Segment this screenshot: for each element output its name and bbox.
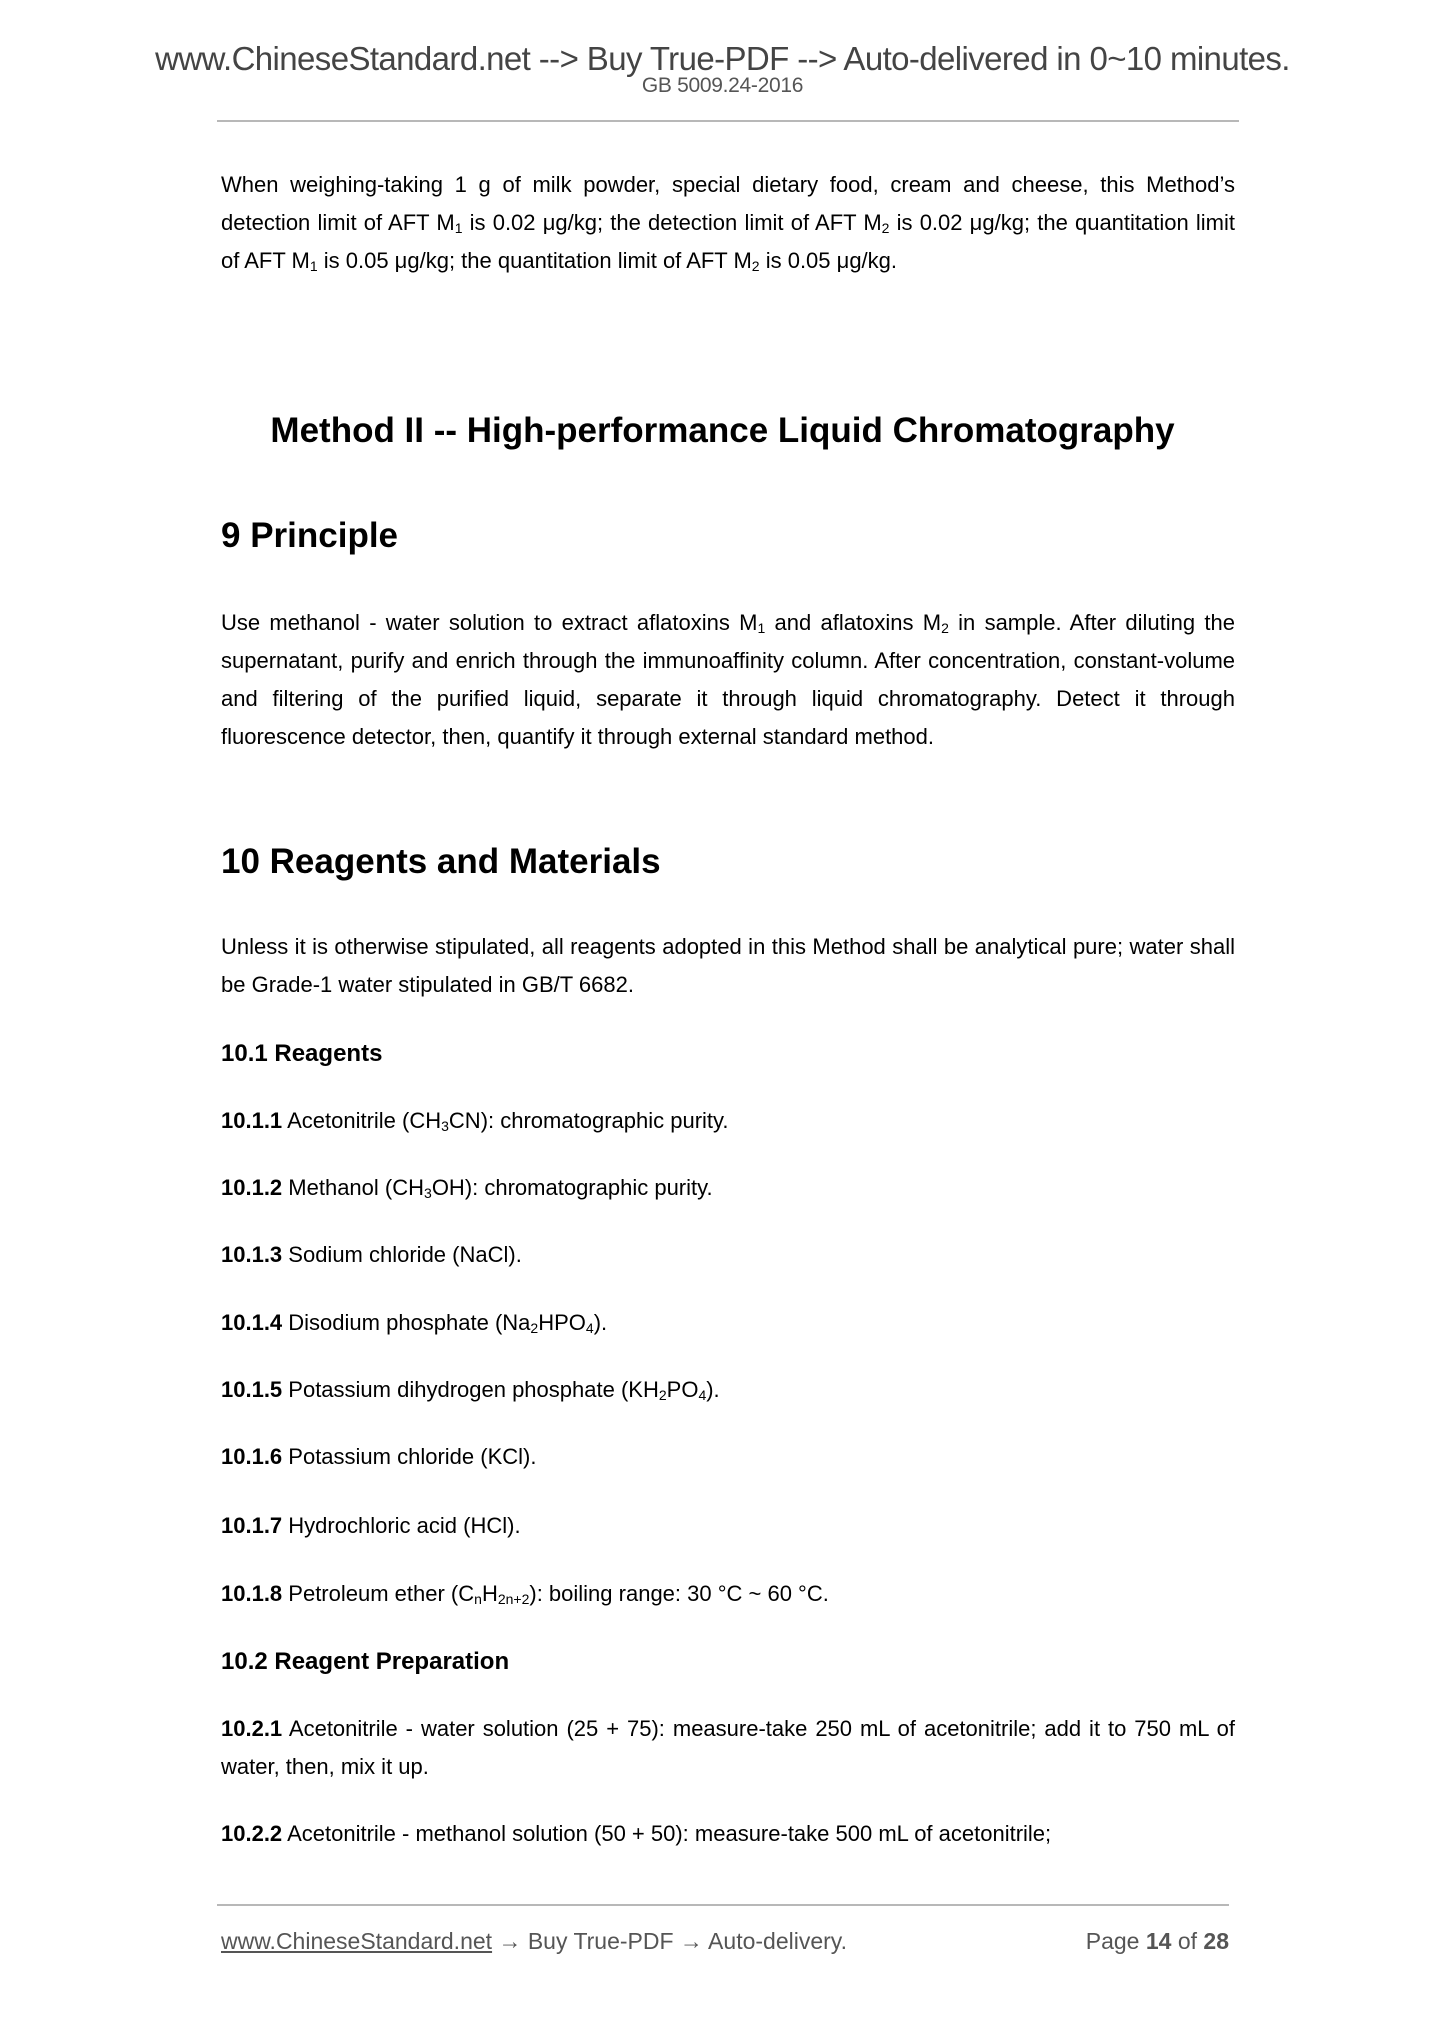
clause-number: 10.1.5 xyxy=(221,1377,283,1402)
section-10-heading: 10 Reagents and Materials xyxy=(221,842,661,881)
subscript: 1 xyxy=(454,220,463,236)
text-run: Methanol (CH xyxy=(282,1175,425,1200)
reagent-item xyxy=(221,1507,1235,1545)
text-run: and aflatoxins M xyxy=(765,610,942,635)
clause-number: 10.1.6 xyxy=(221,1444,283,1469)
preparation-item xyxy=(221,1815,1235,1853)
text-run: Potassium dihydrogen phosphate (KH xyxy=(282,1377,659,1402)
clause-number: 10.1.1 xyxy=(221,1108,283,1133)
text-run: ): boiling range: 30 °C ~ 60 °C. xyxy=(529,1581,829,1606)
reagents-intro-paragraph xyxy=(221,928,1235,1004)
text-run: ). xyxy=(706,1377,720,1402)
header-divider xyxy=(217,120,1239,122)
header-banner: www.ChineseStandard.net --> Buy True-PDF --> Auto-delivered in 0~10 minutes. xyxy=(155,40,1290,77)
text-run: is 0.02 μg/kg; the quantitation limit of AFT M xyxy=(221,210,1235,273)
section-10-1-heading: 10.1 Reagents xyxy=(221,1040,383,1067)
footer-link[interactable]: www.ChineseStandard.net xyxy=(221,1928,493,1954)
subscript: 2 xyxy=(881,220,890,236)
subscript: 3 xyxy=(424,1185,432,1201)
subscript: 4 xyxy=(698,1387,707,1403)
subscript: 1 xyxy=(757,620,766,636)
subscript: 3 xyxy=(441,1118,449,1134)
text-run: CN): chromatographic purity. xyxy=(448,1108,729,1133)
clause-number: 10.1.4 xyxy=(221,1310,283,1335)
text-run: OH): chromatographic purity. xyxy=(431,1175,713,1200)
footer-divider xyxy=(217,1904,1229,1906)
subscript: 2 xyxy=(658,1387,667,1403)
clause-number: 10.1.3 xyxy=(221,1242,283,1267)
footer xyxy=(221,1926,1229,1956)
subscript: 2 xyxy=(530,1320,539,1336)
text-run: Sodium chloride (NaCl). xyxy=(282,1242,522,1267)
text-run: is 0.05 μg/kg; the quantitation limit of AFT M xyxy=(317,248,752,273)
reagent-item xyxy=(221,1304,1235,1342)
subscript: 1 xyxy=(309,258,318,274)
text-run: Unless it is otherwise stipulated, all reagents adopted in this Method shall be analytical pure; water shall be Grade-1 water stipulated in GB/T 6682. xyxy=(221,934,1235,997)
clause-number: 10.1.2 xyxy=(221,1175,283,1200)
subscript: 2n+2 xyxy=(497,1591,530,1607)
subscript: 4 xyxy=(585,1320,594,1336)
reagent-item xyxy=(221,1575,1235,1613)
text-run: Acetonitrile - water solution (25 + 75): measure-take 250 mL of acetonitrile; add it to 750 mL of water, then, mix it up. xyxy=(221,1716,1235,1779)
page-indicator xyxy=(1086,1926,1229,1956)
preparation-item xyxy=(221,1710,1235,1786)
principle-paragraph xyxy=(221,604,1235,756)
clause-number: 10.2.2 xyxy=(221,1821,283,1846)
reagent-item xyxy=(221,1102,1235,1140)
text-run: Acetonitrile (CH xyxy=(282,1108,442,1133)
of-label: of xyxy=(1177,1928,1198,1954)
clause-number: 10.1.7 xyxy=(221,1513,283,1538)
text-run: Disodium phosphate (Na xyxy=(282,1310,531,1335)
text-run: Potassium chloride (KCl). xyxy=(282,1444,537,1469)
text-run: Use methanol - water solution to extract aflatoxins M xyxy=(221,610,758,635)
text-run: When weighing-taking 1 g of milk powder, special dietary food, cream and cheese, this Method’s detection limit of AFT M xyxy=(221,172,1235,235)
text-run: Petroleum ether (C xyxy=(282,1581,475,1606)
standard-code: GB 5009.24-2016 xyxy=(641,74,804,97)
text-run: is 0.02 μg/kg; the detection limit of AFT M xyxy=(462,210,882,235)
clause-number: 10.2.1 xyxy=(221,1716,283,1741)
text-run: Hydrochloric acid (HCl). xyxy=(282,1513,521,1538)
footer-tagline: → Buy True-PDF → Auto-delivery. xyxy=(492,1928,847,1954)
section-10-2-heading: 10.2 Reagent Preparation xyxy=(221,1648,510,1675)
subscript: 2 xyxy=(941,620,949,636)
page-total: 28 xyxy=(1203,1928,1229,1954)
section-9-heading: 9 Principle xyxy=(221,516,399,555)
reagent-item xyxy=(221,1438,1235,1476)
text-run: ). xyxy=(593,1310,608,1335)
reagent-item xyxy=(221,1371,1235,1409)
text-run: in sample. After diluting the supernatant, purify and enrich through the immunoaffinity column. After concentration, constant-volume and filtering of the purified liquid, separate it through liquid chromatography. Detect it through fluorescence detector, then, quantify it through external standard method. xyxy=(221,610,1235,749)
subscript: n xyxy=(474,1591,482,1607)
text-run: HPO xyxy=(538,1310,586,1335)
text-run: PO xyxy=(666,1377,699,1402)
text-run: H xyxy=(481,1581,498,1606)
clause-number: 10.1.8 xyxy=(221,1581,283,1606)
page-label: Page xyxy=(1085,1928,1140,1954)
intro-paragraph xyxy=(221,166,1235,280)
page-number: 14 xyxy=(1145,1928,1172,1954)
method-title: Method II -- High-performance Liquid Chromatography xyxy=(270,411,1175,450)
text-run: is 0.05 μg/kg. xyxy=(759,248,898,273)
reagent-item xyxy=(221,1169,1235,1207)
text-run: Acetonitrile - methanol solution (50 + 50): measure-take 500 mL of acetonitrile; xyxy=(282,1821,1052,1846)
reagent-item xyxy=(221,1236,1235,1274)
subscript: 2 xyxy=(751,258,760,274)
